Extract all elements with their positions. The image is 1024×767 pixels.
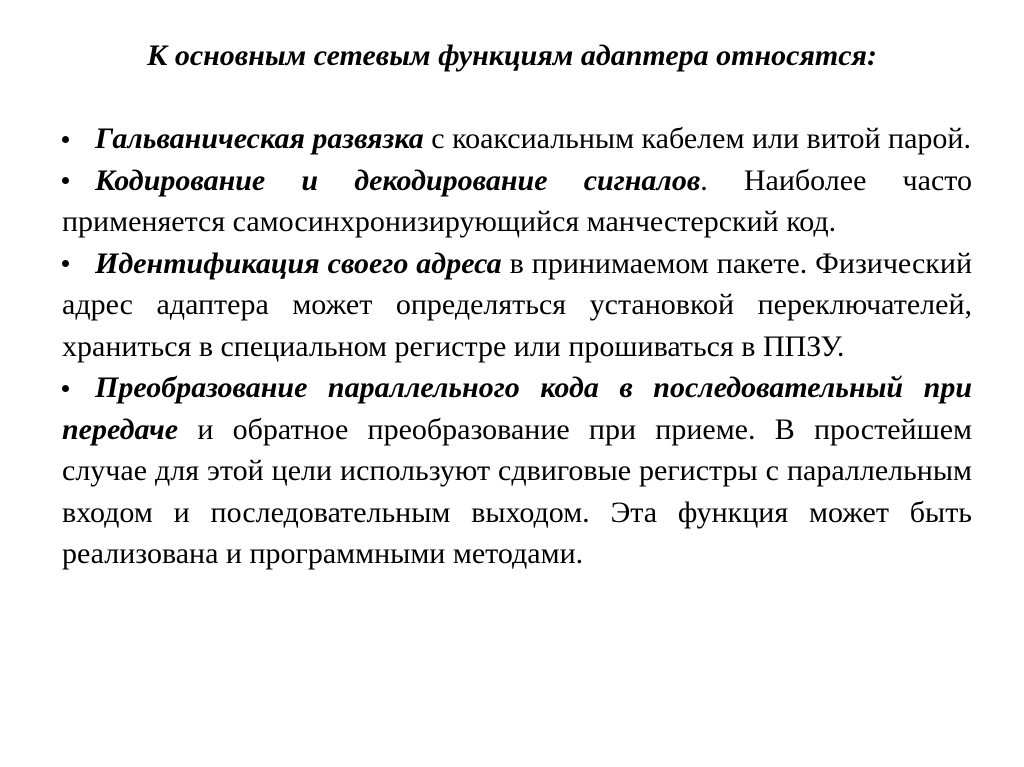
bullet-text: с коаксиальным кабелем или витой парой.: [423, 122, 971, 155]
bullet-text: . Наиболее часто применяется самосинхронизирующийся манчестерский код.: [62, 163, 972, 238]
slide-title: К основным сетевым функциям адаптера относятся:: [146, 39, 878, 72]
bullet-dot-icon: [62, 177, 69, 184]
bullet-emphasis: Преобразование параллельного кода в последовательный при передаче: [62, 371, 972, 446]
bullet-dot-icon: [62, 385, 69, 392]
bullet-emphasis: Кодирование и декодирование сигналов: [95, 163, 701, 197]
bullet-item-galvanic-isolation: [62, 118, 972, 160]
bullet-text: в принимаемом пакете. Физический адрес адаптера может определяться установкой переключателей, храниться в специальном регистре или прошиваться в ППЗУ.: [62, 246, 972, 363]
bullet-emphasis: Гальваническая развязка: [95, 122, 424, 155]
bullet-list: [62, 118, 972, 575]
bullet-item-encoding-decoding: [62, 160, 972, 243]
bullet-dot-icon: [62, 136, 69, 143]
bullet-dot-icon: [62, 260, 69, 267]
bullet-emphasis: Идентификация своего адреса: [95, 246, 502, 280]
bullet-item-code-conversion: [62, 367, 972, 575]
bullet-item-address-identification: [62, 243, 972, 368]
bullet-text: и обратное преобразование при приеме. В простейшем случае для этой цели используют сдвиговые регистры с параллельным входом и последовательным выходом. Эта функция может быть реализована и программными методами.: [62, 412, 972, 570]
